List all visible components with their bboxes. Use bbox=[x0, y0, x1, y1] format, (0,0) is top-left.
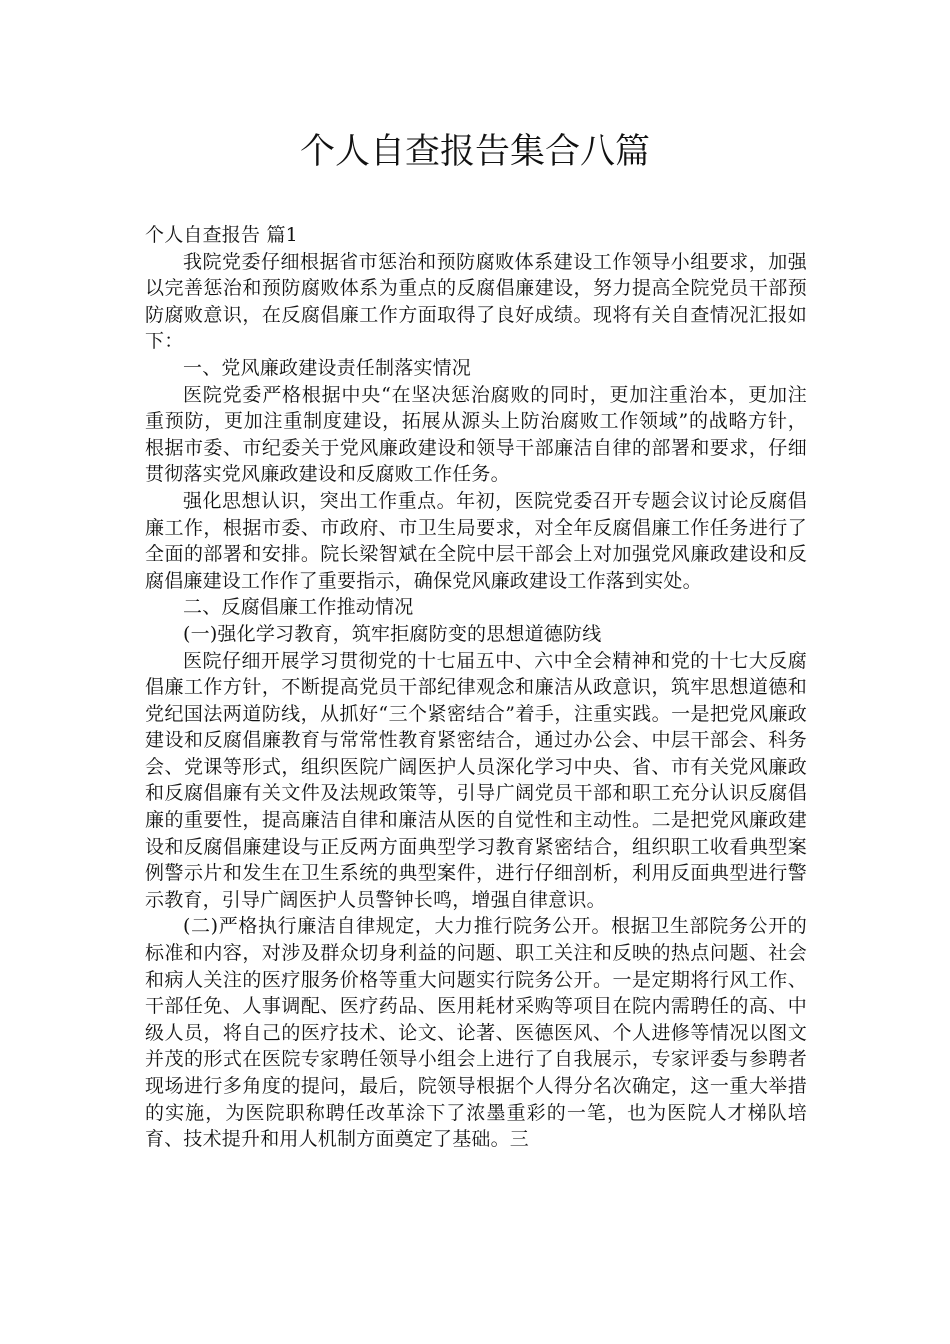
paragraph-self-discipline: (二)严格执行廉洁自律规定，大力推行院务公开。根据卫生部院务公开的标准和内容，对涉及群众切身利益的问题、职工关注和反映的热点问题、社会和病人关注的医疗服务价格等重大问题实行院务公开。一是定期将行风工作、干部任免、人事调配、医疗药品、医用耗材采购等项目在院内需聘任的高、中级人员，将自己的医疗技术、论文、论著、医德医风、个人进修等情况以图文并茂的形式在医院专家聘任领导小组会上进行了自我展示，专家评委与参聘者现场进行多角度的提问，最后，院领导根据个人得分名次确定，这一重大举措的实施，为医院职称聘任改革涂下了浓墨重彩的一笔，也为医院人才梯队培育、技术提升和用人机制方面奠定了基础。三 bbox=[145, 915, 807, 1151]
paragraph-strengthen-thinking: 强化思想认识，突出工作重点。年初，医院党委召开专题会议讨论反腐倡廉工作，根据市委、市政府、市卫生局要求，对全年反腐倡廉工作任务进行了全面的部署和安排。院长梁智斌在全院中层干部会上对加强党风廉政建设和反腐倡廉建设工作作了重要指示，确保党风廉政建设工作落到实处。 bbox=[145, 489, 807, 592]
heading-section-1: 一、党风廉政建设责任制落实情况 bbox=[183, 356, 472, 379]
document-body bbox=[145, 222, 807, 1153]
paragraph-intro: 我院党委仔细根据省市惩治和预防腐败体系建设工作领导小组要求，加强以完善惩治和预防腐败体系为重点的反腐倡廉建设，努力提高全院党员干部预防腐败意识，在反腐倡廉工作方面取得了良好成绩。现将有关自查情况汇报如下： bbox=[145, 250, 807, 353]
paragraph-study-education: 医院仔细开展学习贯彻党的十七届五中、六中全会精神和党的十七大反腐倡廉工作方针，不断提高党员干部纪律观念和廉洁从政意识，筑牢思想道德和党纪国法两道防线，从抓好“三个紧密结合”着手，注重实践。一是把党风廉政建设和反腐倡廉教育与常常性教育紧密结合，通过办公会、中层干部会、科务会、党课等形式，组织医院广阔医护人员深化学习中央、省、市有关党风廉政和反腐倡廉有关文件及法规政策等，引导广阔党员干部和职工充分认识反腐倡廉的重要性，提高廉洁自律和廉洁从医的自觉性和主动性。二是把党风廉政建设和反腐倡廉建设与正反两方面典型学习教育紧密结合，组织职工收看典型案例警示片和发生在卫生系统的典型案件，进行仔细剖析，利用反面典型进行警示教育，引导广阔医护人员警钟长鸣，增强自律意识。 bbox=[145, 649, 807, 911]
section-label: 个人自查报告 篇1 bbox=[145, 224, 298, 246]
document-title: 个人自查报告集合八篇 bbox=[299, 132, 650, 172]
subheading-1: (一)强化学习教育，筑牢拒腐防变的思想道德防线 bbox=[183, 622, 602, 645]
heading-section-2: 二、反腐倡廉工作推动情况 bbox=[183, 596, 414, 619]
paragraph-party-committee: 医院党委严格根据中央“在坚决惩治腐败的同时，更加注重治本，更加注重预防，更加注重制度建设，拓展从源头上防治腐败工作领域”的战略方针，根据市委、市纪委关于党风廉政建设和领导干部廉洁自律的部署和要求，仔细贯彻落实党风廉政建设和反腐败工作任务。 bbox=[145, 383, 807, 486]
